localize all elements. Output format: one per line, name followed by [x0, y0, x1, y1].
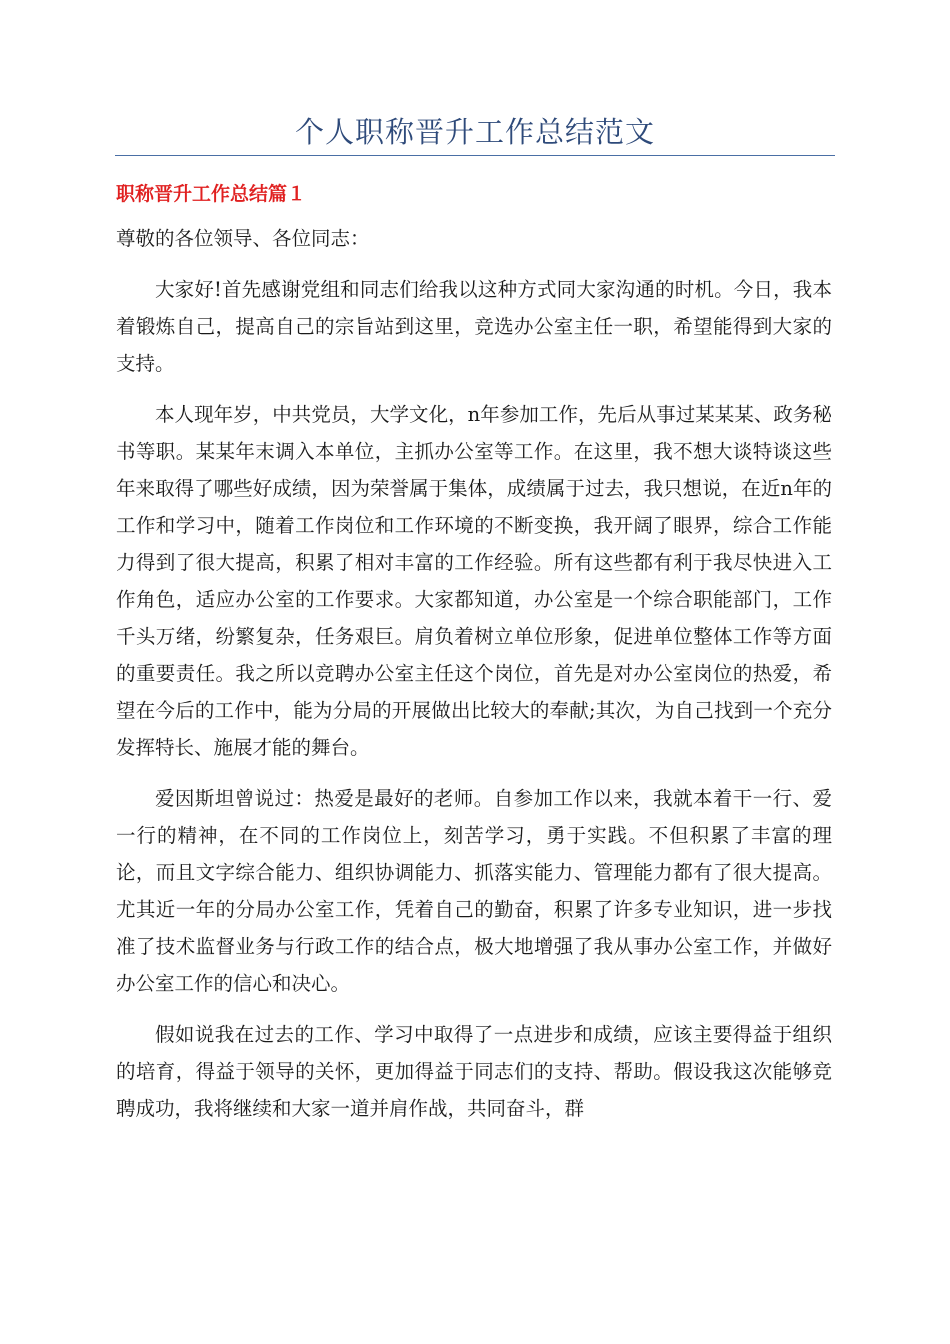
- section-heading: 职称晋升工作总结篇１: [116, 183, 307, 205]
- salutation: 尊敬的各位领导、各位同志：: [116, 227, 370, 250]
- title-underline: [115, 155, 835, 156]
- paragraph-3: 爱因斯坦曾说过：热爱是最好的老师。自参加工作以来，我就本着干一行、爱一行的精神，在不同的工作岗位上，刻苦学习，勇于实践。不但积累了丰富的理论，而且文字综合能力、组织协调能力、抓落实能力、管理能力都有了很大提高。尤其近一年的分局办公室工作，凭着自己的勤奋，积累了许多专业知识，进一步找准了技术监督业务与行政工作的结合点，极大地增强了我从事办公室工作，并做好办公室工作的信心和决心。: [116, 787, 832, 995]
- paragraph-1: 大家好!首先感谢党组和同志们给我以这种方式同大家沟通的时机。今日，我本着锻炼自己，提高自己的宗旨站到这里，竞选办公室主任一职，希望能得到大家的支持。: [116, 278, 832, 375]
- paragraph-2: 本人现年岁，中共党员，大学文化，n年参加工作，先后从事过某某某、政务秘书等职。某某年末调入本单位，主抓办公室等工作。在这里，我不想大谈特谈这些年来取得了哪些好成绩，因为荣誉属于集体，成绩属于过去，我只想说，在近n年的工作和学习中，随着工作岗位和工作环境的不断变换，我开阔了眼界，综合工作能力得到了很大提高，积累了相对丰富的工作经验。所有这些都有利于我尽快进入工作角色，适应办公室的工作要求。大家都知道，办公室是一个综合职能部门，工作千头万绪，纷繁复杂，任务艰巨。肩负着树立单位形象，促进单位整体工作等方面的重要责任。我之所以竞聘办公室主任这个岗位，首先是对办公室岗位的热爱，希望在今后的工作中，能为分局的开展做出比较大的奉献;其次，为自己找到一个充分发挥特长、施展才能的舞台。: [116, 403, 832, 759]
- document-body: [116, 220, 832, 1141]
- document-title: 个人职称晋升工作总结范文: [294, 115, 655, 149]
- paragraph-4: 假如说我在过去的工作、学习中取得了一点进步和成绩，应该主要得益于组织的培育，得益于领导的关怀，更加得益于同志们的支持、帮助。假设我这次能够竞聘成功，我将继续和大家一道并肩作战，共同奋斗，群: [116, 1023, 832, 1120]
